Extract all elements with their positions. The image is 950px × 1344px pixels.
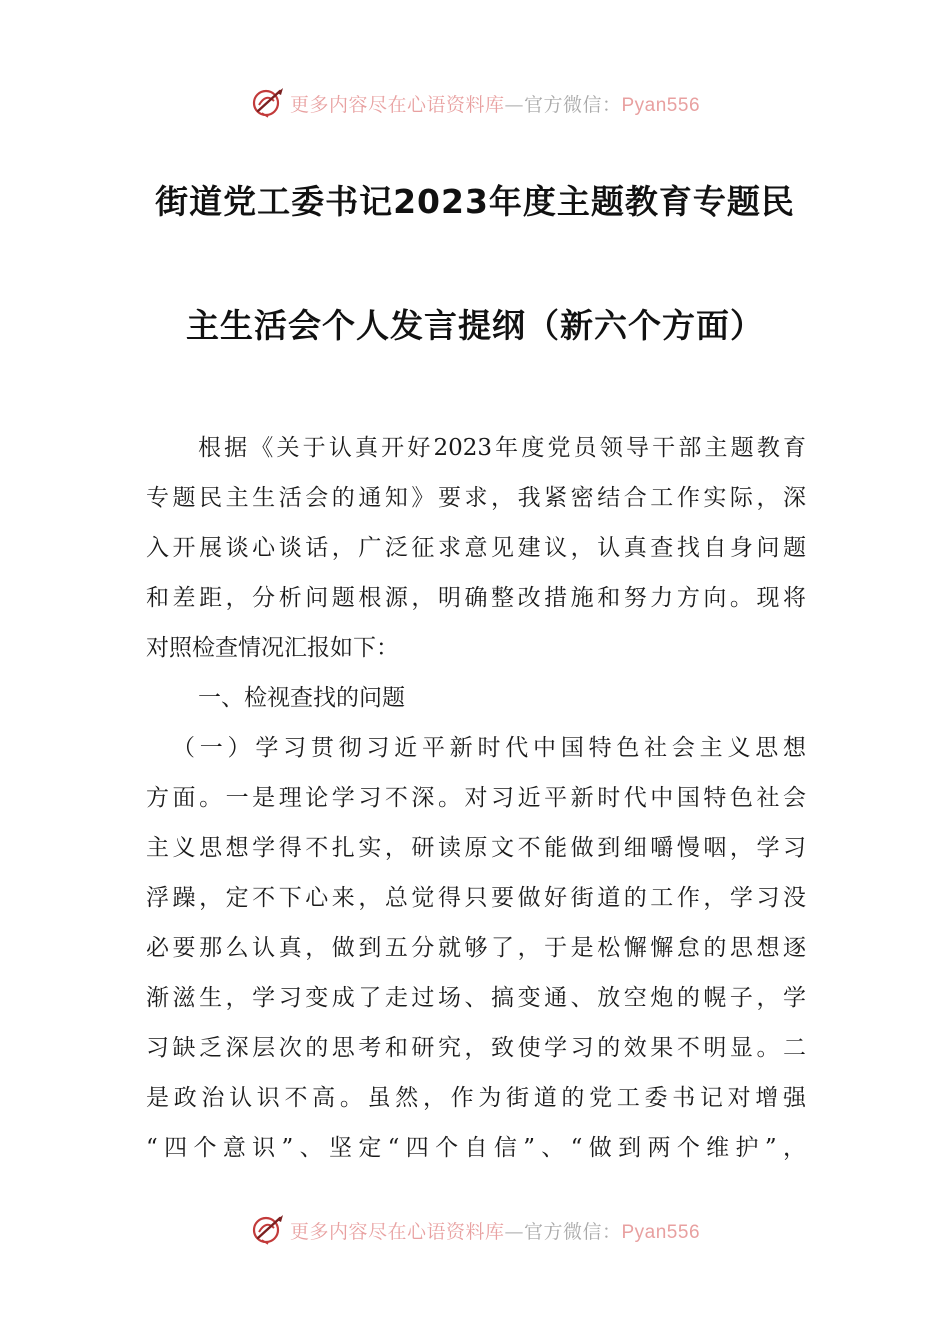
watermark-banner-top: [0, 83, 950, 123]
watermark-official-label: 官方微信：: [523, 1220, 622, 1243]
body-line: 必要那么认真，做到五分就够了，于是松懈懈怠的思想逐: [146, 935, 806, 961]
watermark-dash: —: [504, 93, 524, 116]
body-line: 渐滋生，学习变成了走过场、搞变通、放空炮的幌子，学: [146, 985, 806, 1011]
body-line: 对照检查情况汇报如下：: [146, 635, 399, 661]
watermark-site-text: 更多内容尽在心语资料库: [289, 1220, 505, 1243]
body-line: 主义思想学得不扎实，研读原文不能做到细嚼慢咽，学习: [146, 835, 806, 861]
watermark-dash: —: [504, 1220, 524, 1243]
logo-icon: [250, 85, 286, 121]
body-line: “四个意识”、坚定“四个自信”、“做到两个维护”，: [146, 1135, 806, 1161]
document-title-line-1: 街道党工委书记2023年度主题教育专题民: [155, 182, 795, 221]
watermark-wechat-id: Pyan556: [621, 1221, 701, 1243]
body-line: 入开展谈心谈话，广泛征求意见建议，认真查找自身问题: [146, 535, 806, 561]
body-line: 专题民主生活会的通知》要求，我紧密结合工作实际，深: [146, 485, 806, 511]
body-line: 根据《关于认真开好2023年度党员领导干部主题教育: [198, 435, 806, 461]
watermark-official-label: 官方微信：: [523, 93, 622, 116]
body-line: 浮躁，定不下心来，总觉得只要做好街道的工作，学习没: [146, 885, 806, 911]
body-line: 习缺乏深层次的思考和研究，致使学习的效果不明显。二: [146, 1035, 806, 1061]
subsection-heading: （一）学习贯彻习近平新时代中国特色社会主义思想: [172, 735, 806, 761]
logo-icon: [250, 1212, 286, 1248]
body-line: 是政治认识不高。虽然，作为街道的党工委书记对增强: [146, 1085, 806, 1111]
section-heading: 一、检视查找的问题: [198, 685, 405, 711]
body-line: 和差距，分析问题根源，明确整改措施和努力方向。现将: [146, 585, 806, 611]
watermark-wechat-id: Pyan556: [621, 94, 701, 116]
watermark-site-text: 更多内容尽在心语资料库: [289, 93, 505, 116]
document-title-line-2: 主生活会个人发言提纲（新六个方面）: [186, 306, 764, 345]
watermark-banner-bottom: [0, 1210, 950, 1250]
body-line: 方面。一是理论学习不深。对习近平新时代中国特色社会: [146, 785, 806, 811]
